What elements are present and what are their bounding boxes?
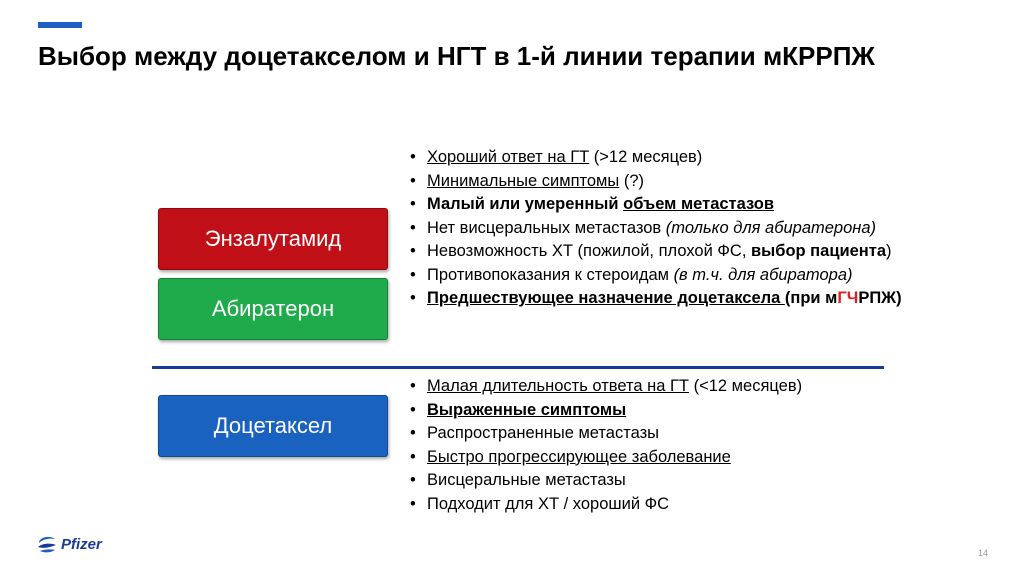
section-divider [152, 366, 884, 369]
title-accent-bar [38, 22, 82, 28]
box-docetaxel [158, 395, 388, 457]
docetaxel-criteria-list [410, 375, 810, 516]
list-item: • Висцеральные метастазы [410, 469, 810, 493]
slide-title: Выбор между доцетакселом и НГТ в 1-й линии терапии мКРРПЖ [38, 41, 875, 71]
list-item: • Хороший ответ на ГТ (>12 месяцев) [410, 146, 1010, 170]
list-item: • Подходит для ХТ / хороший ФС [410, 493, 810, 517]
list-item: • Малая длительность ответа на ГТ (<12 месяцев) [410, 375, 810, 399]
list-item: • Минимальные симптомы (?) [410, 170, 1010, 194]
pfizer-logo-icon [36, 534, 58, 554]
list-item: • Распространенные метастазы [410, 422, 810, 446]
list-item: • Нет висцеральных метастазов (только для абиратерона) [410, 217, 1010, 241]
list-item: • Выраженные симптомы [410, 399, 810, 423]
pfizer-logo [36, 534, 102, 554]
box-enzalutamide-label: Энзалутамид [204, 226, 342, 251]
list-item: • Малый или умеренный объем метастазов [410, 193, 1010, 217]
box-enzalutamide [158, 208, 388, 270]
box-abiraterone [158, 278, 388, 340]
box-docetaxel-label: Доцетаксел [213, 413, 333, 438]
page-number: 14 [978, 548, 989, 558]
list-item: • Противопоказания к стероидам (в т.ч. для абиратора) [410, 264, 1010, 288]
pfizer-logo-text: Pfizer [61, 535, 102, 553]
list-item: • Невозможность ХТ (пожилой, плохой ФС, выбор пациента) [410, 240, 1010, 264]
box-abiraterone-label: Абиратерон [211, 296, 335, 321]
list-item: • Быстро прогрессирующее заболевание [410, 446, 810, 470]
hormonal-criteria-list [410, 146, 1010, 311]
list-item: • Предшествующее назначение доцетаксела (при мГЧРПЖ) [410, 287, 1010, 311]
